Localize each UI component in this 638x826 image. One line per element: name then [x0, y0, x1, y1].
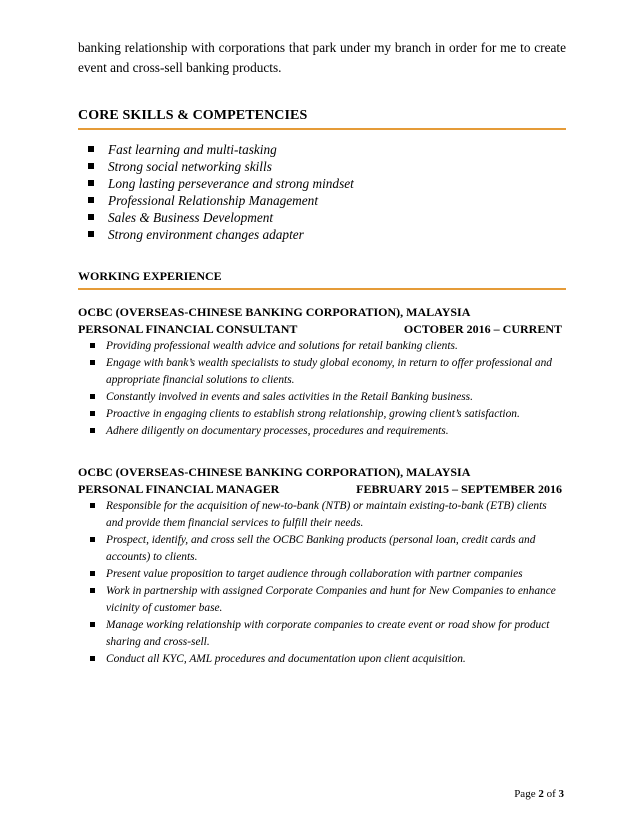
- square-bullet-icon: [88, 231, 94, 237]
- duty-item: [90, 566, 566, 583]
- job-dates: OCTOBER 2016 – CURRENT: [403, 322, 562, 336]
- duty-text: Constantly involved in events and sales activities in the Retail Banking business.: [106, 391, 473, 403]
- duty-text: Adhere diligently on documentary processes, procedures and requirements.: [106, 425, 449, 437]
- square-bullet-icon: [90, 343, 95, 348]
- intro-paragraph: banking relationship with corporations that park under my branch in order for me to create event and cross-sell banking products.: [78, 40, 566, 75]
- skill-text: Long lasting perseverance and strong mindset: [108, 176, 354, 191]
- duty-item: [90, 651, 566, 668]
- job-title: PERSONAL FINANCIAL CONSULTANT: [78, 322, 298, 336]
- skill-text: Professional Relationship Management: [108, 193, 319, 208]
- job-role-line: [78, 481, 566, 498]
- skill-text: Strong environment changes adapter: [108, 227, 304, 242]
- duty-item: [90, 389, 566, 406]
- duty-text: Conduct all KYC, AML procedures and documentation upon client acquisition.: [106, 653, 466, 665]
- duty-item: [90, 617, 566, 651]
- skill-text: Sales & Business Development: [108, 210, 274, 225]
- duty-item: [90, 338, 566, 355]
- skill-item: [88, 141, 566, 158]
- duty-item: [90, 355, 566, 389]
- duty-text: Providing professional wealth advice and solutions for retail banking clients.: [106, 340, 458, 352]
- job-duties-list: [78, 498, 566, 668]
- duty-item: [90, 406, 566, 423]
- duty-item: [90, 532, 566, 566]
- square-bullet-icon: [90, 411, 95, 416]
- duty-text: Work in partnership with assigned Corporate Companies and hunt for New Companies to enhance vicinity of customer base.: [106, 585, 556, 614]
- square-bullet-icon: [90, 537, 95, 542]
- square-bullet-icon: [90, 656, 95, 661]
- duty-item: [90, 423, 566, 440]
- page-total: 3: [558, 788, 564, 800]
- job-dates: FEBRUARY 2015 – SEPTEMBER 2016: [356, 482, 562, 496]
- page-of-label: of: [546, 788, 556, 800]
- working-experience-heading: WORKING EXPERIENCE: [78, 269, 566, 290]
- square-bullet-icon: [90, 360, 95, 365]
- page-current: 2: [538, 788, 544, 800]
- job-role-line: [78, 321, 566, 338]
- skill-item: [88, 209, 566, 226]
- duty-text: Present value proposition to target audience through collaboration with partner companies: [106, 568, 523, 580]
- square-bullet-icon: [88, 146, 94, 152]
- skill-item: [88, 192, 566, 209]
- duty-text: Engage with bank’s wealth specialists to study global economy, in return to offer professional and appropriate financial solutions to clients.: [106, 357, 553, 386]
- square-bullet-icon: [88, 163, 94, 169]
- page-label: Page: [514, 788, 536, 800]
- square-bullet-icon: [90, 571, 95, 576]
- square-bullet-icon: [88, 214, 94, 220]
- job-company: OCBC (OVERSEAS-CHINESE BANKING CORPORATION), MALAYSIA: [78, 305, 471, 319]
- duty-text: Responsible for the acquisition of new-to-bank (NTB) or maintain existing-to-bank (ETB) clients and provide them financial services to fulfill their needs.: [106, 500, 547, 529]
- skill-item: [88, 175, 566, 192]
- square-bullet-icon: [88, 180, 94, 186]
- duty-text: Proactive in engaging clients to establish strong relationship, growing client’s satisfaction.: [106, 408, 520, 420]
- page-number-footer: [514, 787, 564, 801]
- skill-text: Strong social networking skills: [108, 159, 272, 174]
- skill-item: [88, 158, 566, 175]
- job-title: PERSONAL FINANCIAL MANAGER: [78, 482, 280, 496]
- duty-item: [90, 583, 566, 617]
- job-company: OCBC (OVERSEAS-CHINESE BANKING CORPORATION), MALAYSIA: [78, 465, 471, 479]
- skill-item: [88, 226, 566, 243]
- duty-item: [90, 498, 566, 532]
- job-entry: [78, 304, 566, 440]
- duty-text: Prospect, identify, and cross sell the OCBC Banking products (personal loan, credit cards and accounts) to clients.: [106, 534, 536, 563]
- square-bullet-icon: [90, 622, 95, 627]
- square-bullet-icon: [90, 428, 95, 433]
- job-duties-list: [78, 338, 566, 440]
- square-bullet-icon: [90, 394, 95, 399]
- core-skills-list: [78, 141, 566, 243]
- square-bullet-icon: [90, 503, 95, 508]
- resume-page: [78, 38, 566, 668]
- core-skills-heading: CORE SKILLS & COMPETENCIES: [78, 108, 566, 130]
- skill-text: Fast learning and multi-tasking: [108, 142, 277, 157]
- square-bullet-icon: [90, 588, 95, 593]
- job-entry: [78, 464, 566, 668]
- duty-text: Manage working relationship with corporate companies to create event or road show for product sharing and cross-sell.: [106, 619, 550, 648]
- square-bullet-icon: [88, 197, 94, 203]
